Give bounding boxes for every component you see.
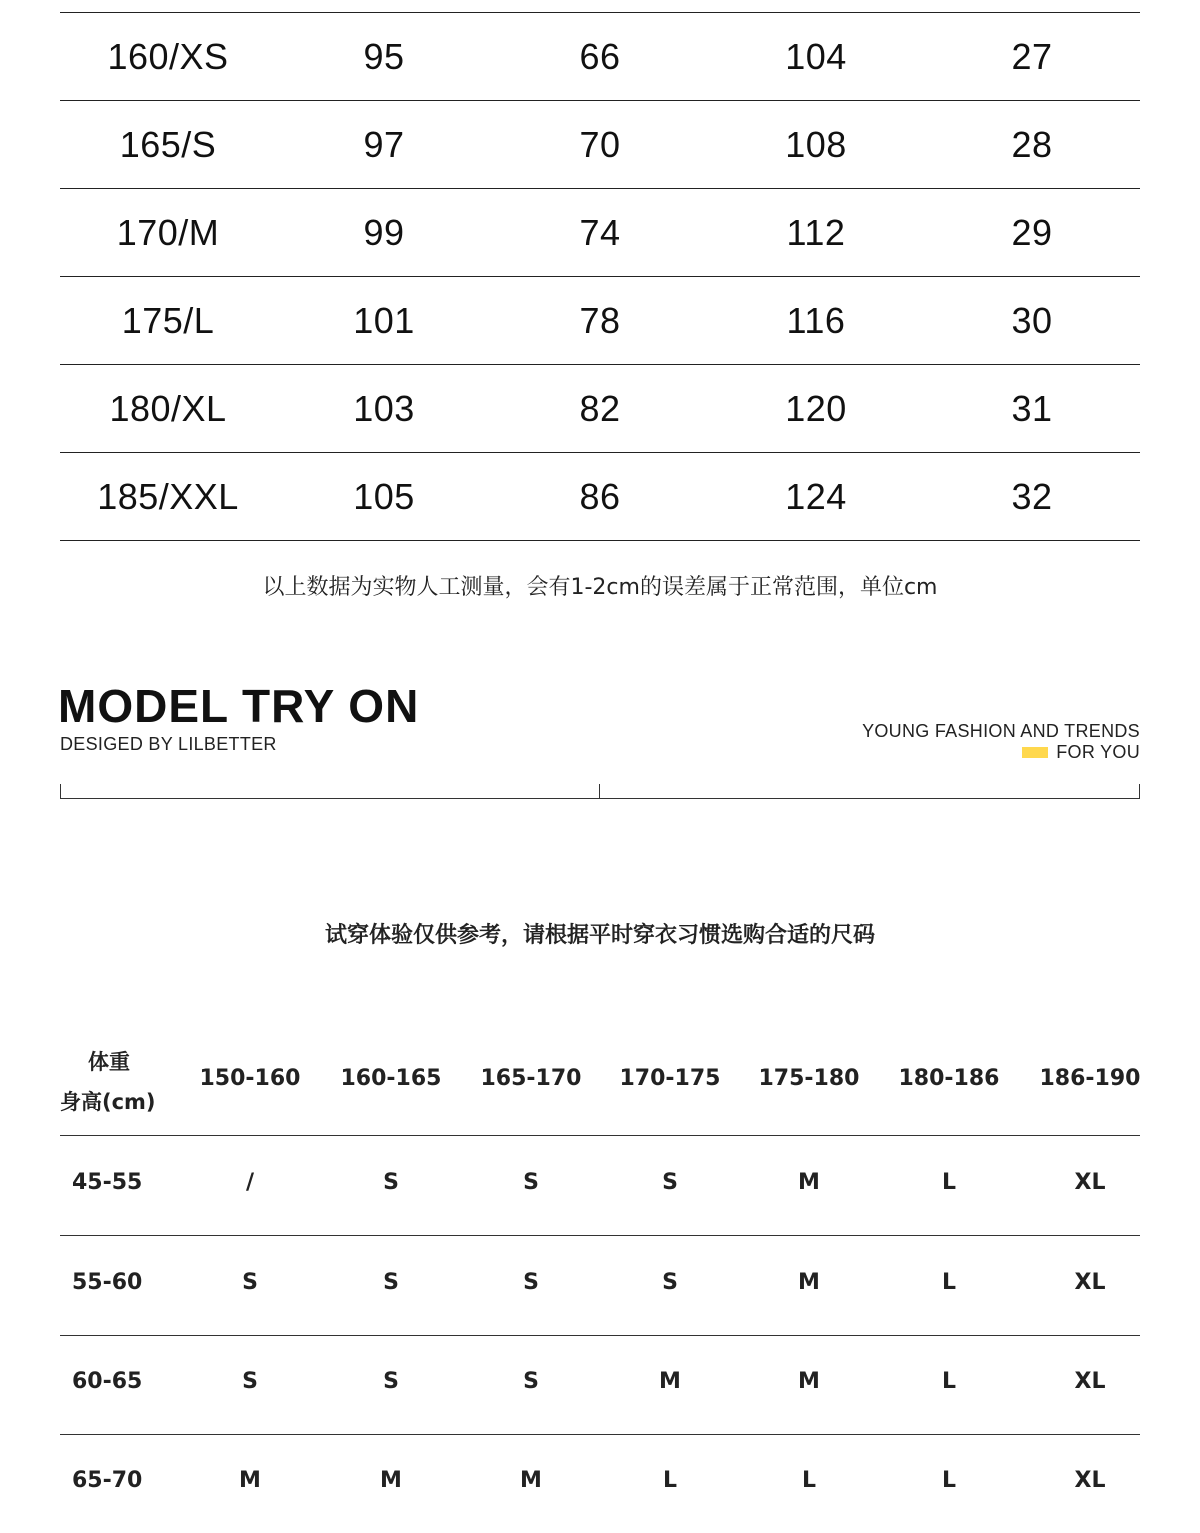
table-cell: M xyxy=(659,1369,681,1394)
size-label: 185/XXL xyxy=(97,475,239,517)
table-row xyxy=(60,1136,1140,1236)
table-cell: 124 xyxy=(785,475,847,517)
table-row xyxy=(60,1434,1140,1533)
table-row xyxy=(60,189,1140,277)
table-cell: 29 xyxy=(1011,211,1053,253)
measurement-note: 以上数据为实物人工测量，会有1-2cm的误差属于正常范围，单位cm xyxy=(262,575,938,600)
table-row xyxy=(60,365,1140,453)
table-cell: L xyxy=(941,1369,957,1394)
size-label: 165/S xyxy=(119,123,217,165)
table-cell: 116 xyxy=(786,299,846,341)
row-label: 65-70 xyxy=(72,1468,143,1493)
table-cell: 103 xyxy=(353,387,415,429)
table-cell: 28 xyxy=(1011,123,1053,165)
table-cell: 30 xyxy=(1011,299,1053,341)
table-cell: XL xyxy=(1074,1270,1106,1295)
section-title: MODEL TRY ON xyxy=(58,680,420,732)
size-label: 175/L xyxy=(121,299,215,341)
table-row xyxy=(60,1236,1140,1336)
table-cell: 82 xyxy=(579,387,621,429)
table-cell: M xyxy=(798,1170,820,1195)
column-header: 170-175 xyxy=(619,1066,721,1091)
tryon-note: 试穿体验仅供参考，请根据平时穿衣习惯选购合适的尺码 xyxy=(324,923,875,948)
table-row xyxy=(60,101,1140,189)
row-label: 55-60 xyxy=(72,1270,143,1295)
table-cell: 78 xyxy=(579,299,621,341)
table-cell: S xyxy=(242,1369,258,1394)
table-cell: S xyxy=(383,1170,399,1195)
table-cell: 104 xyxy=(785,35,847,77)
table-cell: S xyxy=(242,1270,258,1295)
table-cell: 108 xyxy=(785,123,847,165)
divider-bracket-tick xyxy=(599,784,600,799)
divider-bracket xyxy=(60,784,1140,799)
column-header: 160-165 xyxy=(340,1066,442,1091)
table-cell: 95 xyxy=(363,35,405,77)
size-label: 170/M xyxy=(116,211,220,253)
tagline-line2-wrap xyxy=(1022,742,1140,763)
table-cell: M xyxy=(798,1369,820,1394)
column-header: 180-186 xyxy=(898,1066,1000,1091)
corner-weight-label: 体重 xyxy=(88,1050,130,1074)
table-cell: M xyxy=(520,1468,542,1493)
tagline-line2: FOR YOU xyxy=(1056,742,1140,762)
table-row xyxy=(60,1335,1140,1435)
table-cell: S xyxy=(523,1170,539,1195)
table-cell: S xyxy=(383,1369,399,1394)
table-cell: 74 xyxy=(579,211,621,253)
table-cell: L xyxy=(941,1170,957,1195)
table-cell: S xyxy=(383,1270,399,1295)
table-cell: S xyxy=(523,1270,539,1295)
table-cell: 86 xyxy=(579,475,621,517)
table-cell: XL xyxy=(1074,1468,1106,1493)
column-header: 186-190 xyxy=(1039,1066,1141,1091)
row-label: 45-55 xyxy=(72,1170,143,1195)
corner-height-label: 身高(cm) xyxy=(60,1090,156,1114)
table-row xyxy=(60,13,1140,101)
table-cell: L xyxy=(941,1270,957,1295)
size-label: 160/XS xyxy=(107,35,229,77)
table-row xyxy=(60,277,1140,365)
tagline-line1: YOUNG FASHION AND TRENDS xyxy=(862,721,1140,741)
size-chart-table xyxy=(60,12,1140,541)
table-cell: 99 xyxy=(363,211,405,253)
table-cell: XL xyxy=(1074,1170,1106,1195)
table-cell: 112 xyxy=(786,211,846,253)
yellow-accent-bar xyxy=(1022,747,1048,758)
weight-height-header xyxy=(60,1040,1140,1136)
table-cell: 31 xyxy=(1011,387,1053,429)
size-label: 180/XL xyxy=(109,387,227,429)
table-cell: M xyxy=(380,1468,402,1493)
table-cell: L xyxy=(941,1468,957,1493)
table-cell: 32 xyxy=(1011,475,1053,517)
table-cell: 27 xyxy=(1011,35,1053,77)
table-cell: 97 xyxy=(363,123,405,165)
table-cell: L xyxy=(801,1468,817,1493)
table-cell: 70 xyxy=(579,123,621,165)
section-subtitle: DESIGED BY LILBETTER xyxy=(60,734,277,754)
column-header: 150-160 xyxy=(199,1066,301,1091)
corner-header xyxy=(60,1040,170,1130)
table-cell: L xyxy=(662,1468,678,1493)
table-cell: / xyxy=(245,1170,255,1195)
table-cell: 120 xyxy=(785,387,847,429)
row-label: 60-65 xyxy=(72,1369,143,1394)
table-cell: 66 xyxy=(579,35,621,77)
table-cell: S xyxy=(662,1270,678,1295)
table-cell: 105 xyxy=(353,475,415,517)
table-cell: XL xyxy=(1074,1369,1106,1394)
table-cell: M xyxy=(239,1468,261,1493)
column-header: 175-180 xyxy=(758,1066,860,1091)
table-row xyxy=(60,453,1140,541)
table-cell: M xyxy=(798,1270,820,1295)
table-cell: 101 xyxy=(353,299,415,341)
table-cell: S xyxy=(662,1170,678,1195)
column-header: 165-170 xyxy=(480,1066,582,1091)
table-cell: S xyxy=(523,1369,539,1394)
